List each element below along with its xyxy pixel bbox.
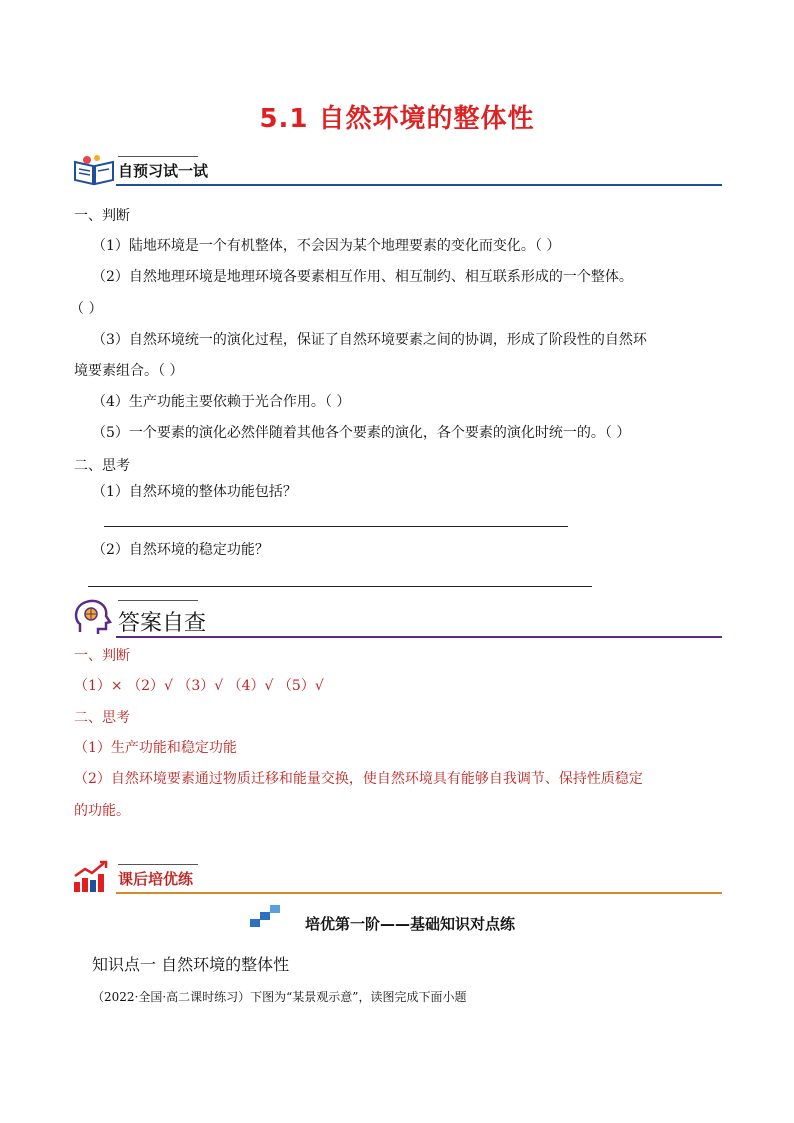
head-brain-icon [72,598,112,636]
answer-text-cont: 的功能。 [74,803,130,819]
judgement-item: （4）生产功能主要依赖于光合作用。（ ） [92,394,351,410]
answer-line[interactable] [104,526,568,527]
question: （1）自然环境的整体功能包括？ [92,484,297,500]
section-rule [116,892,722,894]
judgement-item: （1）陆地环境是一个有机整体，不会因为某个地理要素的变化而变化。（ ） [92,238,561,254]
practice-subheading: 培优第一阶——基础知识对点练 [304,915,515,933]
growth-chart-icon [72,860,112,894]
heading-thinking: 二、思考 [74,458,130,474]
judgement-answers: （1）× （2）√ （3）√ （4）√ （5）√ [74,678,324,694]
book-icon [72,154,116,186]
judgement-item: （5）一个要素的演化必然伴随着其他各个要素的演化，各个要素的演化时统一的。（ ） [92,425,631,441]
answer-text: （2）自然环境要素通过物质迁移和能量交换，使自然环境具有能够自我调节、保持性质稳定 [74,771,643,787]
page-title: 5.1 自然环境的整体性 [259,104,535,134]
judgement-item-cont: 境要素组合。（ ） [74,363,184,379]
section-header-practice [72,860,722,894]
section-rule [116,636,722,638]
header-accent-line [118,156,198,157]
question: （2）自然环境的稳定功能？ [92,542,269,558]
answer-line[interactable] [88,586,592,587]
section-label: 课后培优练 [118,870,194,888]
header-accent-line [118,600,198,601]
section-header-answers [72,596,722,638]
judgement-item-cont: （ ） [70,301,103,317]
heading-judgement: 一、判断 [74,208,130,224]
answer-heading-thinking: 二、思考 [74,710,130,726]
question-source: （2022·全国·高二课时练习）下图为“某景观示意”，读图完成下面小题 [92,990,467,1004]
section-header-preview [72,152,722,186]
header-accent-line [118,864,198,865]
section-rule [116,184,722,186]
section-label: 自预习试一试 [118,162,209,180]
section-label: 答案自查 [118,611,207,636]
judgement-item: （2）自然地理环境是地理环境各要素相互作用、相互制约、相互联系形成的一个整体。 [92,269,633,285]
knowledge-point: 知识点一 自然环境的整体性 [92,955,290,974]
judgement-item: （3）自然环境统一的演化过程，保证了自然环境要素之间的协调，形成了阶段性的自然环 [92,332,647,348]
answer-heading-judgement: 一、判断 [74,648,130,664]
answer-text: （1）生产功能和稳定功能 [74,740,237,756]
